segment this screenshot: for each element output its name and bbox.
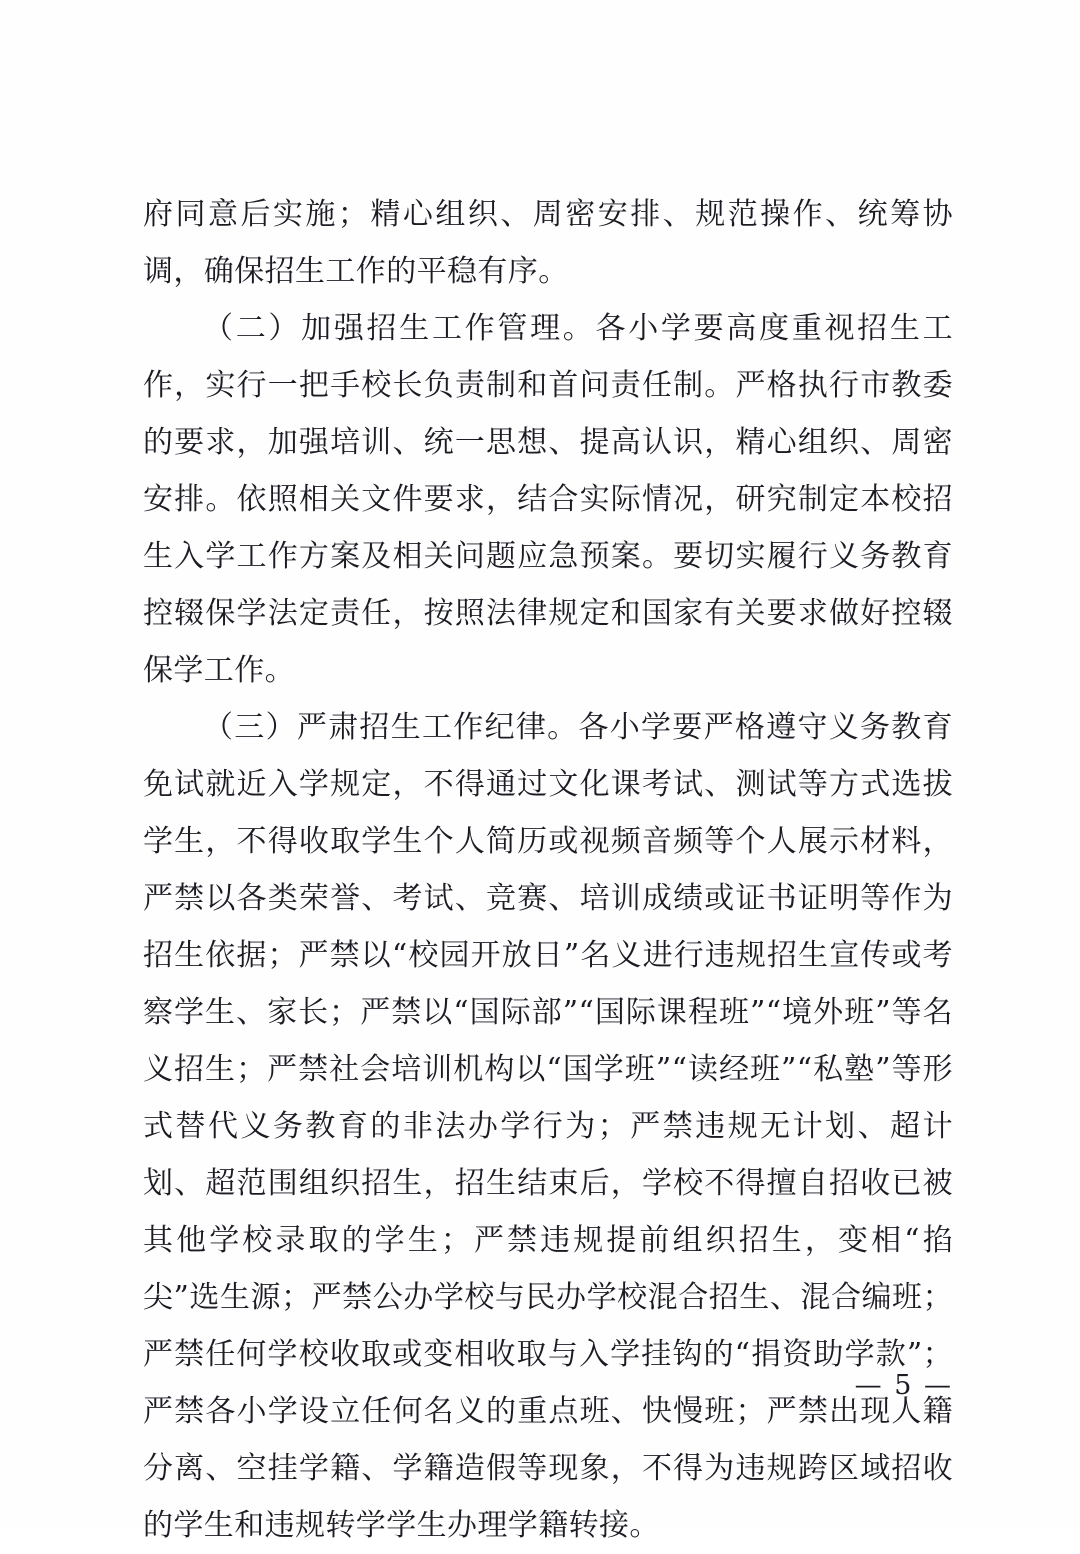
paragraph-3: （三）严肃招生工作纪律。各小学要严格遵守义务教育免试就近入学规定，不得通过文化课考试、测试等方式选拔学生，不得收取学生个人简历或视频音频等个人展示材料，严禁以各类荣誉、考试、竞赛、培训成绩或证书证明等作为招生依据；严禁以“校园开放日”名义进行违规招生宣传或考察学生、家长；严禁以“国际部”“国际课程班”“境外班”等名义招生；严禁社会培训机构以“国学班”“读经班”“私塾”等形式替代义务教育的非法办学行为；严禁违规无计划、超计划、超范围组织招生，招生结束后，学校不得擅自招收已被其他学校录取的学生；严禁违规提前组织招生，变相“掐尖”选生源；严禁公办学校与民办学校混合招生、混合编班；严禁任何学校收取或变相收取与入学挂钩的“捐资助学款”；严禁各小学设立任何名义的重点班、快慢班；严禁出现人籍分离、空挂学籍、学籍造假等现象，不得为违规跨区域招收的学生和违规转学学生办理学籍转接。 [143, 710, 953, 1543]
paragraph-1: 府同意后实施；精心组织、周密安排、规范操作、统筹协调，确保招生工作的平稳有序。 [143, 197, 953, 289]
page-number: — 5 — [854, 1370, 953, 1401]
document-body [143, 186, 953, 1554]
paragraph-2: （二）加强招生工作管理。各小学要高度重视招生工作，实行一把手校长负责制和首问责任制。严格执行市教委的要求，加强培训、统一思想、提高认识，精心组织、周密安排。依照相关文件要求，结合实际情况，研究制定本校招生入学工作方案及相关问题应急预案。要切实履行义务教育控辍保学法定责任，按照法律规定和国家有关要求做好控辍保学工作。 [143, 311, 953, 688]
